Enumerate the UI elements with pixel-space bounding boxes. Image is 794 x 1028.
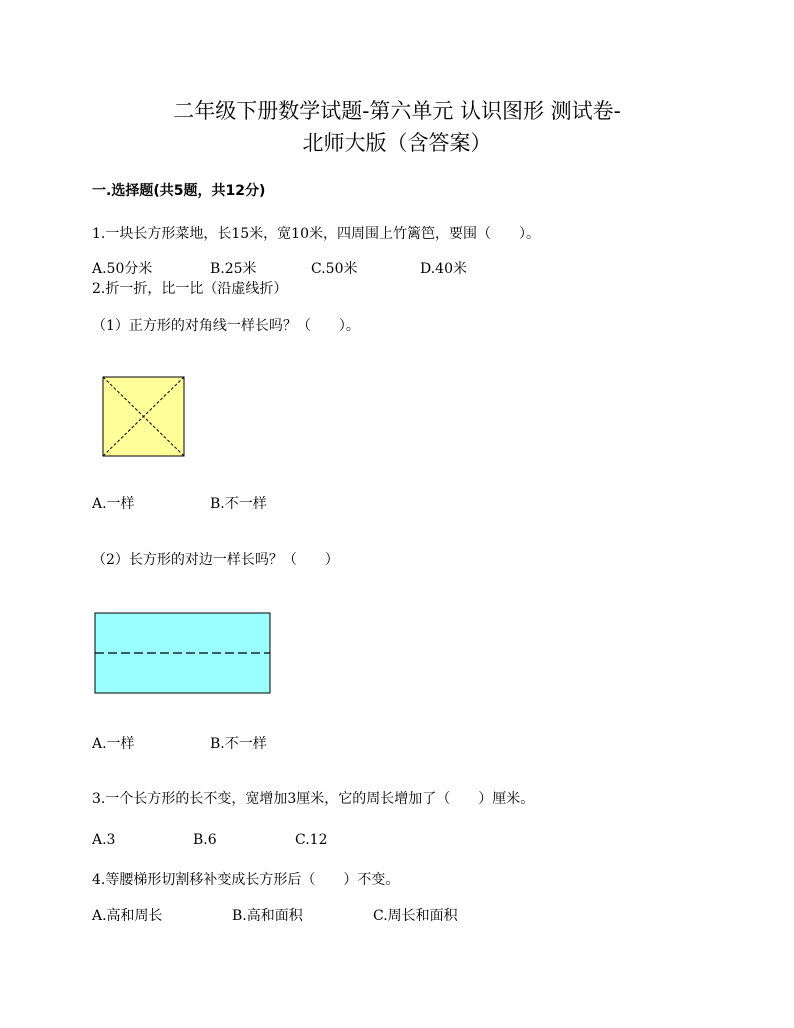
question-2-sub-1-option-a: A.一样: [92, 496, 135, 512]
question-4-text: 4.等腰梯形切割移补变成长方形后（ ）不变。: [92, 872, 400, 888]
question-3-option-a: A.3: [92, 832, 116, 848]
question-3-option-b: B.6: [193, 832, 217, 848]
question-1-option-c: C.50米: [311, 261, 358, 277]
question-2-text: 2.折一折，比一比（沿虚线折）: [92, 281, 288, 297]
question-4-option-a: A.高和周长: [92, 908, 163, 924]
question-2-sub-1-text: （1）正方形的对角线一样长吗？（ ）。: [92, 318, 360, 334]
question-4-option-b: B.高和面积: [232, 908, 303, 924]
question-2-sub-2-option-b: B.不一样: [210, 736, 267, 752]
page-title-line-1: 二年级下册数学试题-第六单元 认识图形 测试卷-: [173, 99, 621, 123]
section-heading: 一.选择题(共5题，共12分): [92, 183, 266, 199]
question-1-option-b: B.25米: [210, 261, 257, 277]
question-2-sub-1-option-b: B.不一样: [210, 496, 267, 512]
rectangle-figure: [94, 612, 272, 695]
question-1-text: 1.一块长方形菜地，长15米，宽10米，四周围上竹篱笆，要围（ ）。: [92, 226, 540, 242]
question-4-option-c: C.周长和面积: [373, 908, 458, 924]
square-figure: [102, 376, 186, 458]
question-2-sub-2-option-a: A.一样: [92, 736, 135, 752]
question-1-option-d: D.40米: [420, 261, 467, 277]
question-3-text: 3.一个长方形的长不变，宽增加3厘米，它的周长增加了（ ）厘米。: [92, 791, 535, 807]
question-3-option-c: C.12: [295, 832, 328, 848]
question-2-sub-2-text: （2）长方形的对边一样长吗？（ ）: [92, 552, 339, 568]
page-title-line-2: 北师大版（含答案）: [302, 131, 492, 155]
question-1-option-a: A.50分米: [92, 261, 153, 277]
